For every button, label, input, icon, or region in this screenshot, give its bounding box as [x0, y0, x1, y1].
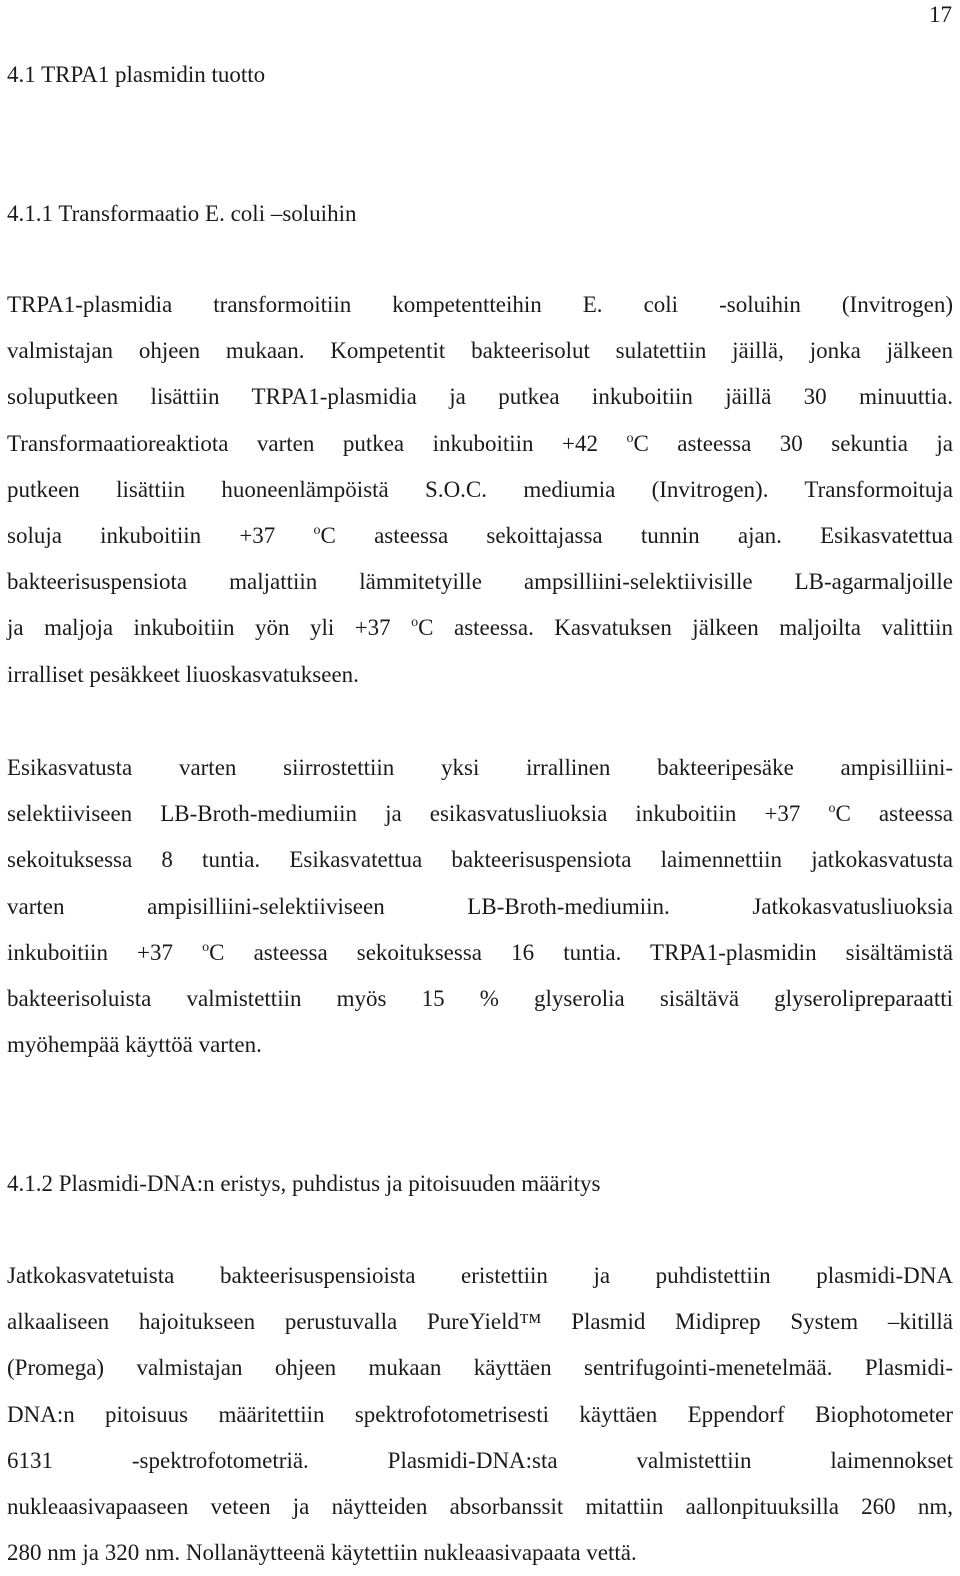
- text-line: nukleaasivapaaseen veteen ja näytteiden absorbanssit mitattiin aallonpituuksilla 260 nm,: [7, 1493, 953, 1519]
- text-line: [7, 930, 953, 976]
- paragraph-transformation: [7, 282, 953, 698]
- text-line: sekoituksessa 8 tuntia. Esikasvatettua bakteerisuspensiota laimennettiin jatkokasvatusta: [7, 847, 953, 873]
- degree-superscript: o: [828, 801, 836, 817]
- text-segment: inkuboitiin +37: [7, 939, 203, 965]
- degree-superscript: o: [313, 522, 321, 538]
- page-number: 17: [929, 2, 952, 27]
- text-line: TRPA1-plasmidia transformoitiin kompetentteihin E. coli -soluihin (Invitrogen): [7, 292, 953, 317]
- text-line: 6131 -spektrofotometriä. Plasmidi-DNA:sta valmistettiin laimennokset: [7, 1447, 953, 1473]
- text-line: alkaaliseen hajoitukseen perustuvalla PureYield™ Plasmid Midiprep System –kitillä: [7, 1309, 953, 1335]
- text-line: varten ampisilliini-selektiiviseen LB-Broth-mediumiin. Jatkokasvatusliuoksia: [7, 893, 953, 919]
- degree-superscript: o: [202, 939, 210, 955]
- paragraph-preculture: [7, 745, 953, 1068]
- text-line: DNA:n pitoisuus määritettiin spektrofotometrisesti käyttäen Eppendorf Biophotometer: [7, 1401, 953, 1427]
- text-segment: soluja inkuboitiin +37: [7, 522, 314, 548]
- text-line: irralliset pesäkkeet liuoskasvatukseen.: [7, 661, 359, 687]
- text-segment: C asteessa 30 sekuntia ja: [633, 430, 953, 456]
- text-line: bakteerisuspensiota maljattiin lämmitetyille ampsilliini-selektiivisille LB-agarmaljoille: [7, 569, 953, 595]
- text-line: [7, 605, 953, 651]
- text-line: valmistajan ohjeen mukaan. Kompetentit bakteerisolut sulatettiin jäillä, jonka jälkeen: [7, 338, 953, 364]
- text-line: bakteerisoluista valmistettiin myös 15 % glyserolia sisältävä glyserolipreparaatti: [7, 985, 953, 1011]
- text-segment: Transformaatioreaktiota varten putkea inkuboitiin +42: [7, 430, 627, 456]
- text-segment: ja maljoja inkuboitiin yön yli +37: [7, 615, 412, 641]
- text-segment: C asteessa. Kasvatuksen jälkeen maljoilta valittiin: [418, 615, 953, 641]
- text-line: myöhempää käyttöä varten.: [7, 1032, 262, 1058]
- text-line: [7, 791, 953, 837]
- text-segment: C asteessa sekoittajassa tunnin ajan. Esikasvatettua: [320, 522, 953, 548]
- text-line: 280 nm ja 320 nm. Nollanäytteenä käytettiin nukleaasivapaata vettä.: [7, 1540, 637, 1566]
- text-line: [7, 421, 953, 467]
- subsection-heading-transformation: 4.1.1 Transformaatio E. coli –soluihin: [7, 201, 357, 226]
- text-line: Jatkokasvatetuista bakteerisuspensioista eristettiin ja puhdistettiin plasmidi-DNA: [7, 1263, 953, 1288]
- degree-superscript: o: [626, 430, 634, 446]
- text-line: Esikasvatusta varten siirrostettiin yksi irrallinen bakteeripesäke ampisilliini-: [7, 755, 953, 780]
- text-line: [7, 513, 953, 559]
- text-segment: C asteessa: [835, 801, 953, 827]
- paragraph-plasmid-isolation: [7, 1253, 953, 1576]
- text-line: (Promega) valmistajan ohjeen mukaan käyttäen sentrifugointi-menetelmää. Plasmidi-: [7, 1355, 953, 1381]
- text-segment: C asteessa sekoituksessa 16 tuntia. TRPA1-plasmidin sisältämistä: [209, 939, 954, 965]
- text-segment: selektiiviseen LB-Broth-mediumiin ja esikasvatusliuoksia inkuboitiin +37: [7, 801, 829, 827]
- section-heading: 4.1 TRPA1 plasmidin tuotto: [7, 62, 266, 87]
- text-line: soluputkeen lisättiin TRPA1-plasmidia ja putkea inkuboitiin jäillä 30 minuuttia.: [7, 384, 953, 410]
- text-line: putkeen lisättiin huoneenlämpöistä S.O.C. mediumia (Invitrogen). Transformoituja: [7, 476, 953, 502]
- subsection-heading-plasmid-dna: 4.1.2 Plasmidi-DNA:n eristys, puhdistus ja pitoisuuden määritys: [7, 1171, 601, 1196]
- degree-superscript: o: [411, 615, 419, 631]
